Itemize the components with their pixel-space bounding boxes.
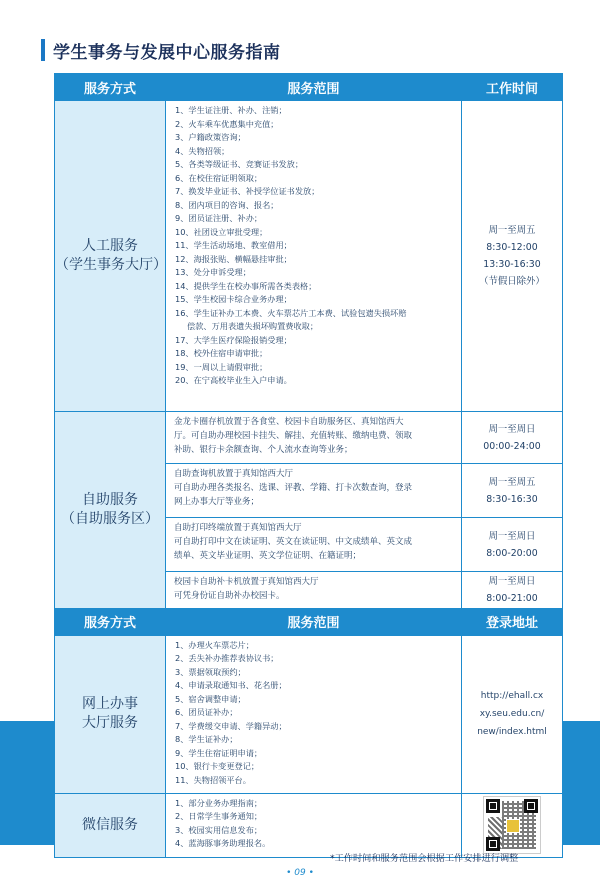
list-item: 2、日常学生事务通知； (175, 811, 263, 822)
list-item: 5、各类等级证书、竞赛证书发放； (175, 159, 304, 169)
header-method: 服务方式 (55, 608, 166, 635)
header-address: 登录地址 (462, 608, 563, 635)
online-service-scope (166, 635, 462, 793)
list-item: 偿款、万用表遗失损坏购置费收取； (187, 321, 319, 331)
self-service-scope-3 (166, 518, 462, 572)
method-sublabel: 大厅服务 (82, 715, 138, 732)
self-service-scope-1 (166, 412, 462, 464)
wechat-service-method (55, 793, 166, 857)
header-method: 服务方式 (55, 74, 166, 101)
scope-line: 网上办事大厅等业务； (174, 496, 260, 507)
manual-service-method (55, 101, 166, 412)
list-item: 9、学生住宿证明申请； (175, 747, 263, 758)
list-item: 16、学生证补办工本费、火车票芯片工本费、试验包遗失损坏赔 (175, 307, 407, 318)
self-service-time-1 (462, 412, 563, 464)
list-item: 3、票据领取预约； (175, 666, 246, 677)
wechat-service-row (55, 793, 563, 857)
method-sublabel: （自助服务区） (61, 510, 159, 527)
time-line: （节假日除外） (479, 276, 545, 287)
scope-line: 厅。可自助办理校园卡挂失、解挂、充值转账、缴纳电费、领取 (174, 430, 413, 441)
method-label: 自助服务 (82, 491, 138, 508)
list-item: 4、申请录取通知书、花名册； (175, 680, 287, 691)
header-time: 工作时间 (462, 74, 563, 101)
list-item: 3、校园实用信息发布； (175, 824, 263, 835)
list-item: 9、团员证注册、补办； (175, 213, 263, 223)
time-line: 8:30-12:00 (486, 242, 538, 253)
list-item: 7、学费缓交申请、学籍异动； (175, 720, 287, 731)
time-line: 周一至周日 (488, 423, 536, 435)
time-line: 00:00-24:00 (483, 440, 541, 452)
title-block (41, 38, 281, 62)
address-line: xy.seu.edu.cn/ (479, 709, 545, 720)
list-item: 1、办理火车票芯片； (175, 639, 254, 650)
list-item: 13、处分申诉受理； (175, 267, 251, 277)
list-item: 18、校外住宿申请审批； (175, 348, 268, 358)
method-label: 网上办事 (82, 696, 138, 713)
list-item: 7、换发毕业证书、补授学位证书发放； (175, 186, 320, 196)
scope-line: 可自助办理各类报名、选课、评教、学籍、打卡次数查询，登录 (174, 482, 413, 493)
list-item: 6、团员证补办； (175, 707, 238, 718)
self-service-scope-2 (166, 464, 462, 518)
self-service-scope-4 (166, 572, 462, 609)
time-line: 13:30-16:30 (483, 259, 541, 270)
list-item: 2、丢失补办推荐表协议书； (175, 653, 279, 664)
time-line: 周一至周日 (488, 575, 536, 587)
header-scope: 服务范围 (166, 74, 462, 101)
scope-line: 校园卡自助补卡机放置于真知馆西大厅 (174, 577, 319, 587)
method-label: 微信服务 (82, 816, 138, 833)
qr-code-icon[interactable] (483, 796, 541, 854)
list-item: 6、在校住宿证明领取； (175, 172, 263, 183)
scope-line: 可凭身份证自助补办校园卡。 (174, 590, 285, 601)
time-line: 8:00-21:00 (486, 592, 538, 604)
list-item: 14、提供学生在校办事所需各类表格； (175, 280, 317, 291)
page-title: 学生事务与发展中心服务指南 (53, 42, 281, 63)
self-service-method (55, 412, 166, 609)
header-row-1 (55, 74, 563, 101)
time-line: 8:00-20:00 (486, 547, 538, 559)
header-scope: 服务范围 (166, 608, 462, 635)
header-row-2 (55, 608, 563, 635)
time-line: 周一至周五 (488, 225, 536, 236)
self-service-time-4 (462, 572, 563, 609)
service-guide-table (54, 73, 563, 858)
scope-line: 自助查询机放置于真知馆西大厅 (174, 469, 294, 479)
scope-line: 绩单、英文毕业证明、英文学位证明、在籍证明； (174, 550, 362, 561)
footnote: *工作时间和服务范围会根据工作安排进行调整 (330, 853, 519, 864)
list-item: 4、失物招领； (175, 145, 230, 156)
list-item: 15、学生校园卡综合业务办理； (175, 294, 292, 304)
online-service-method (55, 635, 166, 793)
wechat-qr-cell (462, 793, 563, 857)
manual-service-row (55, 101, 563, 412)
list-item: 10、社团设立审批受理； (175, 226, 268, 237)
list-item: 11、学生活动场地、教室借用； (175, 240, 292, 250)
scope-line: 自助打印终端放置于真知馆西大厅 (174, 523, 302, 533)
page-number: • 09 • (286, 868, 314, 878)
address-line: new/index.html (477, 727, 547, 738)
method-sublabel: （学生事务大厅） (55, 257, 167, 273)
online-service-address[interactable] (462, 635, 563, 793)
scope-line: 可自助打印中文在读证明、英文在读证明、中文成绩单、英文成 (174, 536, 413, 547)
list-item: 1、部分业务办理指南； (175, 797, 263, 808)
time-line: 周一至周日 (488, 530, 536, 542)
list-item: 2、火车乘车优惠集中充值； (175, 118, 279, 129)
method-label: 人工服务 (82, 238, 138, 254)
list-item: 20、在宁高校毕业生入户申请。 (175, 375, 292, 385)
scope-line: 补助、银行卡余额查询、个人流水查询等业务； (174, 444, 353, 455)
list-item: 8、团内项目的咨询、报名； (175, 199, 279, 210)
list-item: 1、学生证注册、补办、注销； (175, 105, 287, 115)
self-service-time-2 (462, 464, 563, 518)
title-accent-bar (41, 39, 45, 61)
manual-service-time (462, 101, 563, 412)
list-item: 17、大学生医疗保险报销受理； (175, 334, 292, 345)
list-item: 8、学生证补办； (175, 734, 238, 745)
list-item: 3、户籍政策咨询； (175, 132, 246, 142)
self-service-time-3 (462, 518, 563, 572)
time-line: 8:30-16:30 (486, 493, 538, 505)
list-item: 12、海报张贴、横幅悬挂审批； (175, 253, 292, 264)
self-service-row-1 (55, 412, 563, 464)
list-item: 11、失物招领平台。 (175, 774, 251, 785)
scope-line: 金龙卡圈存机放置于各食堂、校园卡自助服务区、真知馆西大 (174, 417, 404, 427)
list-item: 19、一周以上请假审批； (175, 361, 268, 372)
online-service-row (55, 635, 563, 793)
wechat-service-scope (166, 793, 462, 857)
list-item: 10、银行卡变更登记； (175, 761, 260, 772)
list-item: 5、宿舍调整申请； (175, 693, 246, 704)
time-line: 周一至周五 (488, 476, 536, 488)
manual-service-scope (166, 101, 462, 412)
list-item: 4、蓝海豚事务助理报名。 (175, 838, 271, 849)
address-line: http://ehall.cx (480, 691, 544, 702)
